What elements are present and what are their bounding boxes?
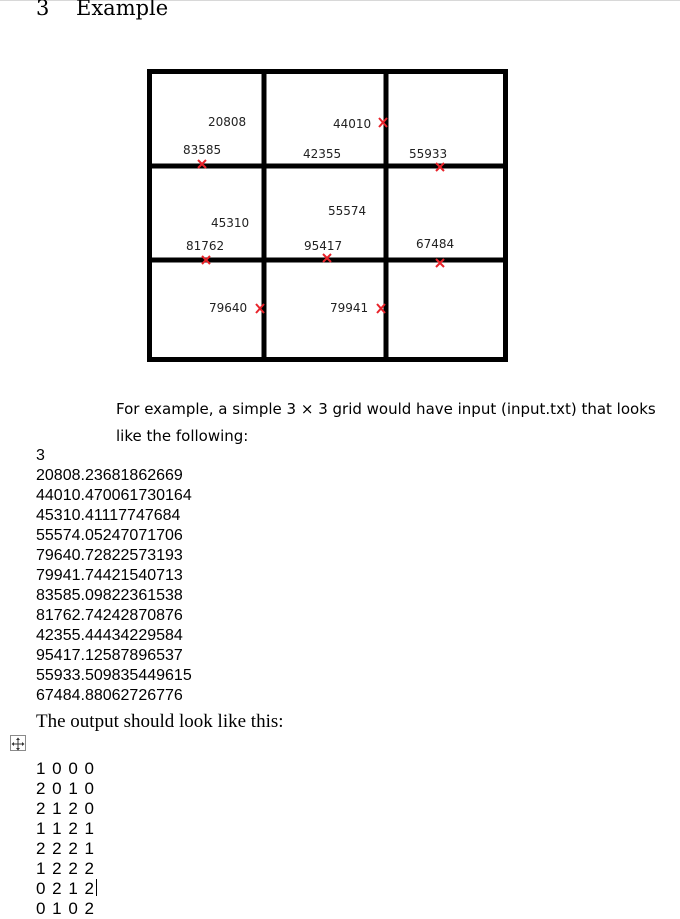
text-cursor [96, 879, 97, 896]
grid-label: 79941 [330, 301, 369, 315]
grid-figure [140, 62, 515, 367]
input-line: 81762.74242870876 [36, 607, 183, 624]
output-listing[interactable] [36, 759, 97, 919]
grid-label: 42355 [303, 147, 342, 161]
input-line: 45310.41117747684 [36, 507, 181, 524]
output-line: 1 0 0 0 [36, 759, 95, 778]
grid-label: 20808 [208, 115, 247, 129]
output-heading: The output should look like this: [36, 711, 284, 732]
grid-label: 67484 [416, 237, 455, 251]
grid-label: 79640 [209, 301, 248, 315]
section-number: 3 [36, 0, 50, 20]
grid-label: 95417 [304, 239, 343, 253]
output-line: 1 1 2 1 [36, 819, 95, 838]
grid-label: 55933 [409, 147, 448, 161]
grid-label: 45310 [211, 216, 250, 230]
input-line: 83585.09822361538 [36, 587, 183, 604]
output-line-with-cursor [36, 879, 97, 899]
paragraph-line: like the following: [116, 427, 249, 445]
example-paragraph [116, 396, 680, 450]
input-line: 20808.23681862669 [36, 467, 183, 484]
input-line: 42355.44434229584 [36, 627, 183, 644]
input-line: 79640.72822573193 [36, 547, 183, 564]
move-arrows-icon [11, 737, 25, 751]
paragraph-line: For example, a simple 3 × 3 grid would have input (input.txt) that looks [116, 400, 656, 418]
input-listing [36, 446, 192, 706]
section-heading [36, 0, 168, 20]
output-line: 2 2 2 1 [36, 839, 95, 858]
input-line: 3 [36, 447, 45, 464]
table-move-handle-icon[interactable] [10, 735, 26, 751]
input-line: 95417.12587896537 [36, 647, 183, 664]
input-line: 67484.88062726776 [36, 687, 183, 704]
output-line: 0 1 0 2 [36, 899, 95, 918]
input-line: 79941.74421540713 [36, 567, 183, 584]
input-line: 55933.509835449615 [36, 667, 192, 684]
grid-label: 55574 [328, 204, 367, 218]
grid-label: 83585 [183, 143, 222, 157]
grid-label: 44010 [333, 117, 372, 131]
grid-label: 81762 [186, 239, 225, 253]
output-line: 2 1 2 0 [36, 799, 95, 818]
section-title: Example [76, 0, 169, 20]
output-line: 2 0 1 0 [36, 779, 95, 798]
output-line: 1 2 2 2 [36, 859, 95, 878]
input-line: 44010.470061730164 [36, 487, 192, 504]
input-line: 55574.05247071706 [36, 527, 183, 544]
output-line: 0 2 1 2 [36, 879, 95, 898]
